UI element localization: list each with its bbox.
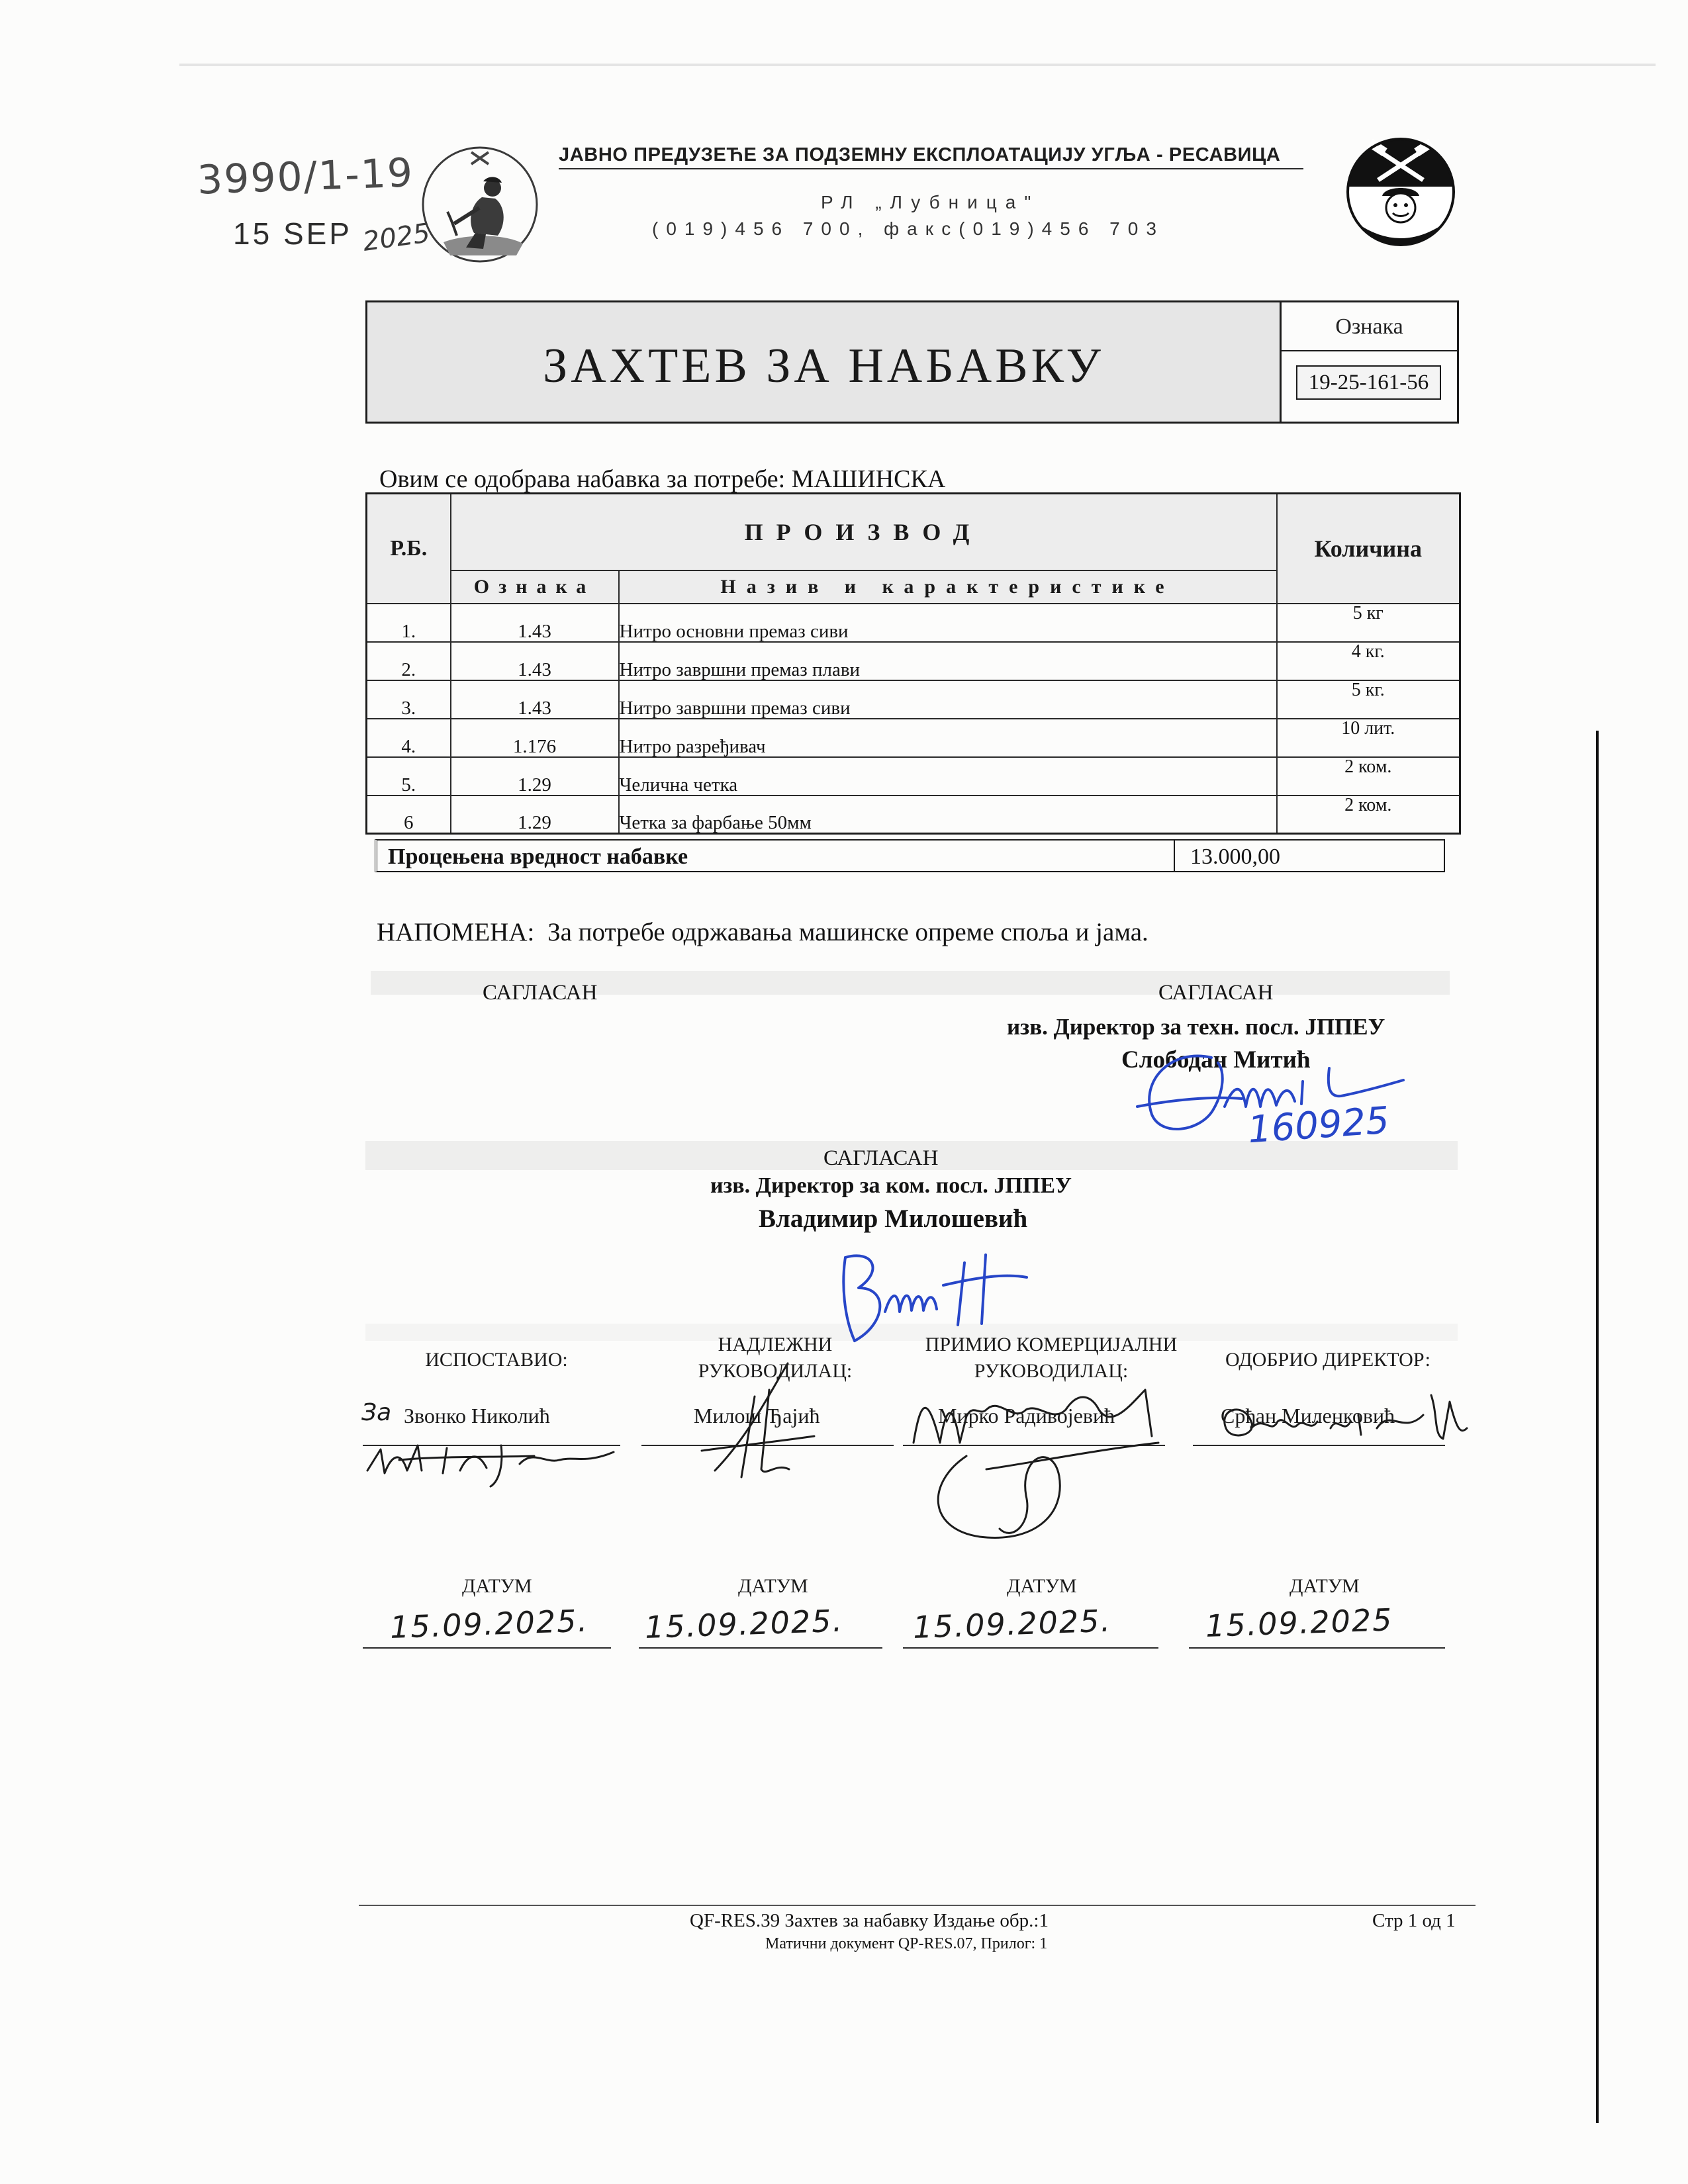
date-line — [903, 1647, 1158, 1649]
table-header-row — [367, 494, 1460, 570]
signatory-name: Срђан Миленковић — [1221, 1404, 1395, 1428]
table-row — [367, 604, 1460, 642]
cell-name: Челична четка — [619, 757, 1277, 796]
header-code: Ознака — [451, 570, 619, 604]
footer-parent-document: Матични документ QP-RES.07, Прилог: 1 — [765, 1935, 1048, 1952]
signatory-name: Звонко Николић — [404, 1404, 550, 1428]
date-label: ДАТУМ — [1007, 1575, 1077, 1597]
cell-code: 1.29 — [451, 757, 619, 796]
title-cell — [367, 302, 1282, 422]
role-line: РУКОВОДИЛАЦ: — [698, 1360, 853, 1382]
note-label: НАПОМЕНА: — [377, 918, 535, 946]
cell-rb: 1. — [367, 604, 451, 642]
cell-name: Четка за фарбање 50мм — [619, 796, 1277, 834]
date-label: ДАТУМ — [1289, 1575, 1360, 1597]
cell-rb: 4. — [367, 719, 451, 757]
crossed-hammers-logo-icon — [1344, 131, 1458, 254]
cell-code: 1.43 — [451, 680, 619, 719]
role-issued-by — [341, 1347, 652, 1373]
cell-quantity: 2 ком. — [1277, 757, 1460, 796]
role-director — [1172, 1347, 1483, 1373]
note — [377, 917, 1149, 947]
consent-right-label: САГЛАСАН — [1158, 981, 1274, 1005]
scan-vertical-line — [1596, 731, 1599, 2123]
date-line — [639, 1647, 882, 1649]
date-label: ДАТУМ — [462, 1575, 532, 1597]
cell-quantity: 10 лит. — [1277, 719, 1460, 757]
date-line — [1189, 1647, 1445, 1649]
cell-code: 1.176 — [451, 719, 619, 757]
handwritten-prefix: За — [361, 1399, 392, 1426]
header-rb: Р.Б. — [367, 494, 451, 604]
role-line: НАДЛЕЖНИ — [718, 1334, 833, 1355]
handwritten-date: 15.09.2025. — [389, 1602, 589, 1645]
unit-name: РЛ „Лубница" — [821, 192, 1040, 212]
code-value: 19-25-161-56 — [1296, 365, 1441, 400]
table-row — [367, 757, 1460, 796]
footer-page-number: Стр 1 од 1 — [1372, 1910, 1456, 1931]
role-line: ИСПОСТАВИО: — [425, 1349, 568, 1371]
handwritten-reference-number: 3990/1-19 — [196, 150, 415, 204]
code-divider — [1282, 350, 1457, 351]
table-row — [367, 680, 1460, 719]
miner-logo-icon — [417, 142, 543, 267]
cell-code: 1.29 — [451, 796, 619, 834]
cell-quantity: 2 ком. — [1277, 796, 1460, 834]
cell-quantity: 4 кг. — [1277, 642, 1460, 680]
received-stamp-year: 2025 — [361, 218, 432, 257]
cell-rb: 2. — [367, 642, 451, 680]
signatory-name: Милош Ђајић — [694, 1404, 820, 1428]
code-label: Ознака — [1335, 314, 1403, 339]
approval-line: Овим се одобрава набавка за потребе: МАШИНСКА — [379, 465, 946, 493]
company-name: ЈАВНО ПРЕДУЗЕЋЕ ЗА ПОДЗЕМНУ ЕКСПЛОАТАЦИЈУ УГЉА - РЕСАВИЦА — [559, 144, 1281, 165]
company-underline — [559, 168, 1303, 169]
cell-code: 1.43 — [451, 604, 619, 642]
table-row — [367, 796, 1460, 834]
document-title: ЗАХТЕВ ЗА НАБАВКУ — [543, 338, 1104, 393]
header-product: ПРОИЗВОД — [451, 494, 1277, 570]
header-quantity: Количина — [1277, 494, 1460, 604]
date-label: ДАТУМ — [738, 1575, 808, 1597]
table-row — [367, 719, 1460, 757]
footer-form-id: QF-RES.39 Захтев за набавку Издање обр.:1 — [690, 1910, 1049, 1931]
role-line: ПРИМИО КОМЕРЦИЈАЛНИ — [925, 1334, 1178, 1355]
consent-center-name: Владимир Милошевић — [759, 1205, 1028, 1233]
handwritten-approval-date: 160925 — [1246, 1099, 1391, 1152]
consent-left-label: САГЛАСАН — [483, 981, 598, 1005]
cell-name: Нитро основни премаз сиви — [619, 604, 1277, 642]
cell-name: Нитро завршни премаз плави — [619, 642, 1277, 680]
estimated-value-divider — [1174, 841, 1175, 871]
signatory-name: Мирко Радивојевић — [938, 1404, 1115, 1428]
cell-rb: 6 — [367, 796, 451, 834]
handwritten-date: 15.09.2025. — [644, 1602, 844, 1645]
scan-edge-line — [179, 64, 1656, 66]
cell-quantity: 5 кг. — [1277, 680, 1460, 719]
received-stamp-day-month: 15 SEP — [233, 216, 352, 251]
signature-responsible-manager — [688, 1357, 821, 1489]
handwritten-date: 15.09.2025 — [1205, 1602, 1394, 1644]
table-row — [367, 642, 1460, 680]
signature-issued-by — [361, 1423, 626, 1489]
cell-rb: 3. — [367, 680, 451, 719]
estimated-value-box — [375, 839, 1445, 872]
signature-director — [1211, 1388, 1470, 1455]
title-box — [365, 300, 1459, 424]
cell-code: 1.43 — [451, 642, 619, 680]
cell-quantity: 5 кг — [1277, 604, 1460, 642]
contact-phones: (019)456 700, факс(019)456 703 — [652, 218, 1164, 239]
cell-name: Нитро разређивач — [619, 719, 1277, 757]
header-name: Назив и карактеристике — [619, 570, 1277, 604]
consent-center-label: САГЛАСАН — [823, 1146, 939, 1170]
consent-center-title: изв. Директор за ком. посл. ЈППЕУ — [710, 1173, 1072, 1198]
date-line — [363, 1647, 611, 1649]
role-line: РУКОВОДИЛАЦ: — [974, 1360, 1129, 1382]
items-table — [365, 492, 1461, 835]
cell-name: Нитро завршни премаз сиви — [619, 680, 1277, 719]
footer-rule — [359, 1905, 1476, 1906]
handwritten-date: 15.09.2025. — [912, 1602, 1112, 1645]
cell-rb: 5. — [367, 757, 451, 796]
role-line: ОДОБРИО ДИРЕКТОР: — [1225, 1349, 1430, 1371]
signature-commercial-manager — [900, 1363, 1165, 1549]
consent-right-title: изв. Директор за техн. посл. ЈППЕУ — [1007, 1014, 1385, 1040]
estimated-value-amount: 13.000,00 — [1190, 844, 1280, 869]
note-text: За потребе одржавања машинске опреме споља и јама. — [547, 918, 1149, 946]
consent-right-name: Слободан Митић — [1121, 1046, 1311, 1073]
estimated-value-label: Процењена вредност набавке — [388, 844, 688, 869]
